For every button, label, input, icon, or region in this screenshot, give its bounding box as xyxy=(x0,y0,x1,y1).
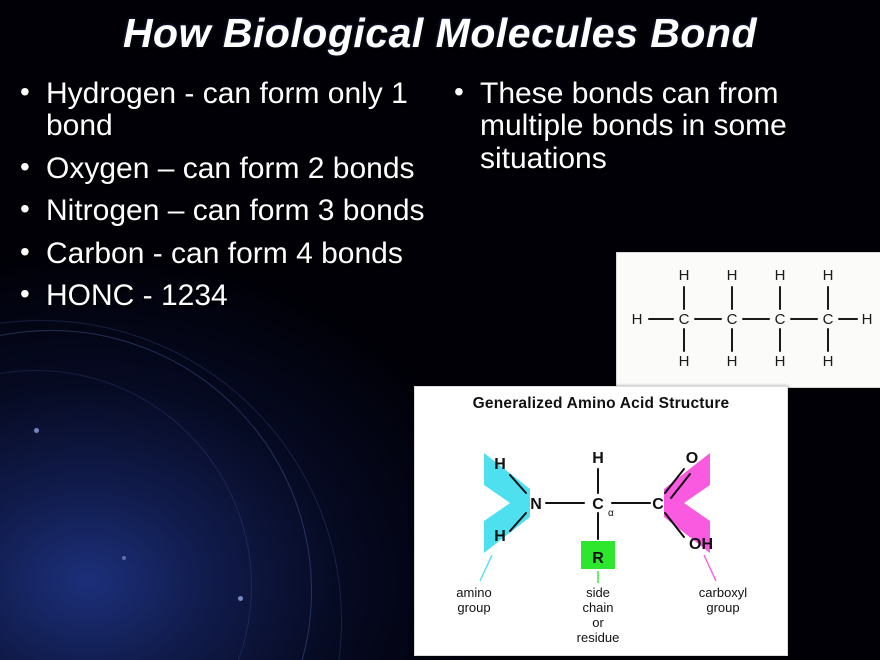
right-bullet-list xyxy=(446,78,846,175)
right-bullet-column xyxy=(446,78,846,185)
slide-title: How Biological Molecules Bond xyxy=(122,10,758,56)
list-item: • Nitrogen – can form 3 bonds xyxy=(12,195,432,227)
atom-label-n: N xyxy=(530,496,542,513)
carboxyl-group-label-2: group xyxy=(706,600,740,615)
atom-label-h: H xyxy=(592,450,604,467)
list-item: • Hydrogen - can form only 1 bond xyxy=(12,78,432,143)
side-chain-label-3: or xyxy=(592,615,604,630)
carboxyl-group-label: carboxyl xyxy=(698,585,748,600)
list-item: • These bonds can from multiple bonds in some situations xyxy=(446,78,846,175)
atom-label-h: H xyxy=(774,353,786,370)
atom-label-c: C xyxy=(822,311,834,328)
amino-group-label: amino xyxy=(456,585,492,600)
side-chain-label-2: chain xyxy=(582,600,614,615)
side-chain-label: side xyxy=(586,585,610,600)
atom-label-oh: OH xyxy=(689,536,713,553)
amino-group-label-2: group xyxy=(457,600,491,615)
atom-label-h: H xyxy=(678,267,690,284)
atom-label-c: C xyxy=(678,311,690,328)
atom-label-h: H xyxy=(631,311,643,328)
decorative-dot xyxy=(238,596,243,601)
amino-acid-structure-image xyxy=(414,386,788,656)
atom-label-h: H xyxy=(822,267,834,284)
decorative-dot xyxy=(34,428,39,433)
atom-label-h: H xyxy=(774,267,786,284)
atom-label-h: H xyxy=(726,353,738,370)
atom-label-c: C xyxy=(726,311,738,328)
atom-label-h: H xyxy=(494,528,506,545)
atom-label-h: H xyxy=(861,311,873,328)
atom-label-h: H xyxy=(726,267,738,284)
side-chain-label-4: residue xyxy=(576,630,620,645)
decorative-arc xyxy=(0,320,342,660)
alkane-structure-image xyxy=(616,252,880,388)
left-bullet-list xyxy=(12,78,432,312)
decorative-arc xyxy=(0,370,252,660)
atom-label-c-alpha: C xyxy=(592,496,604,513)
atom-label-h: H xyxy=(494,456,506,473)
left-bullet-column xyxy=(12,78,432,322)
alpha-symbol: α xyxy=(608,508,614,519)
list-item: • Oxygen – can form 2 bonds xyxy=(12,153,432,185)
atom-label-o: O xyxy=(685,450,699,467)
atom-label-c: C xyxy=(774,311,786,328)
atom-label-c: C xyxy=(652,496,664,513)
amino-group-highlight xyxy=(484,453,530,553)
list-item: • Carbon - can form 4 bonds xyxy=(12,238,432,270)
amino-figure-title: Generalized Amino Acid Structure xyxy=(472,395,730,412)
atom-label-h: H xyxy=(822,353,834,370)
list-item: • HONC - 1234 xyxy=(12,280,432,312)
atom-label-h: H xyxy=(678,353,690,370)
atom-label-r: R xyxy=(592,550,604,567)
decorative-dot xyxy=(122,556,126,560)
decorative-arc xyxy=(0,330,312,660)
